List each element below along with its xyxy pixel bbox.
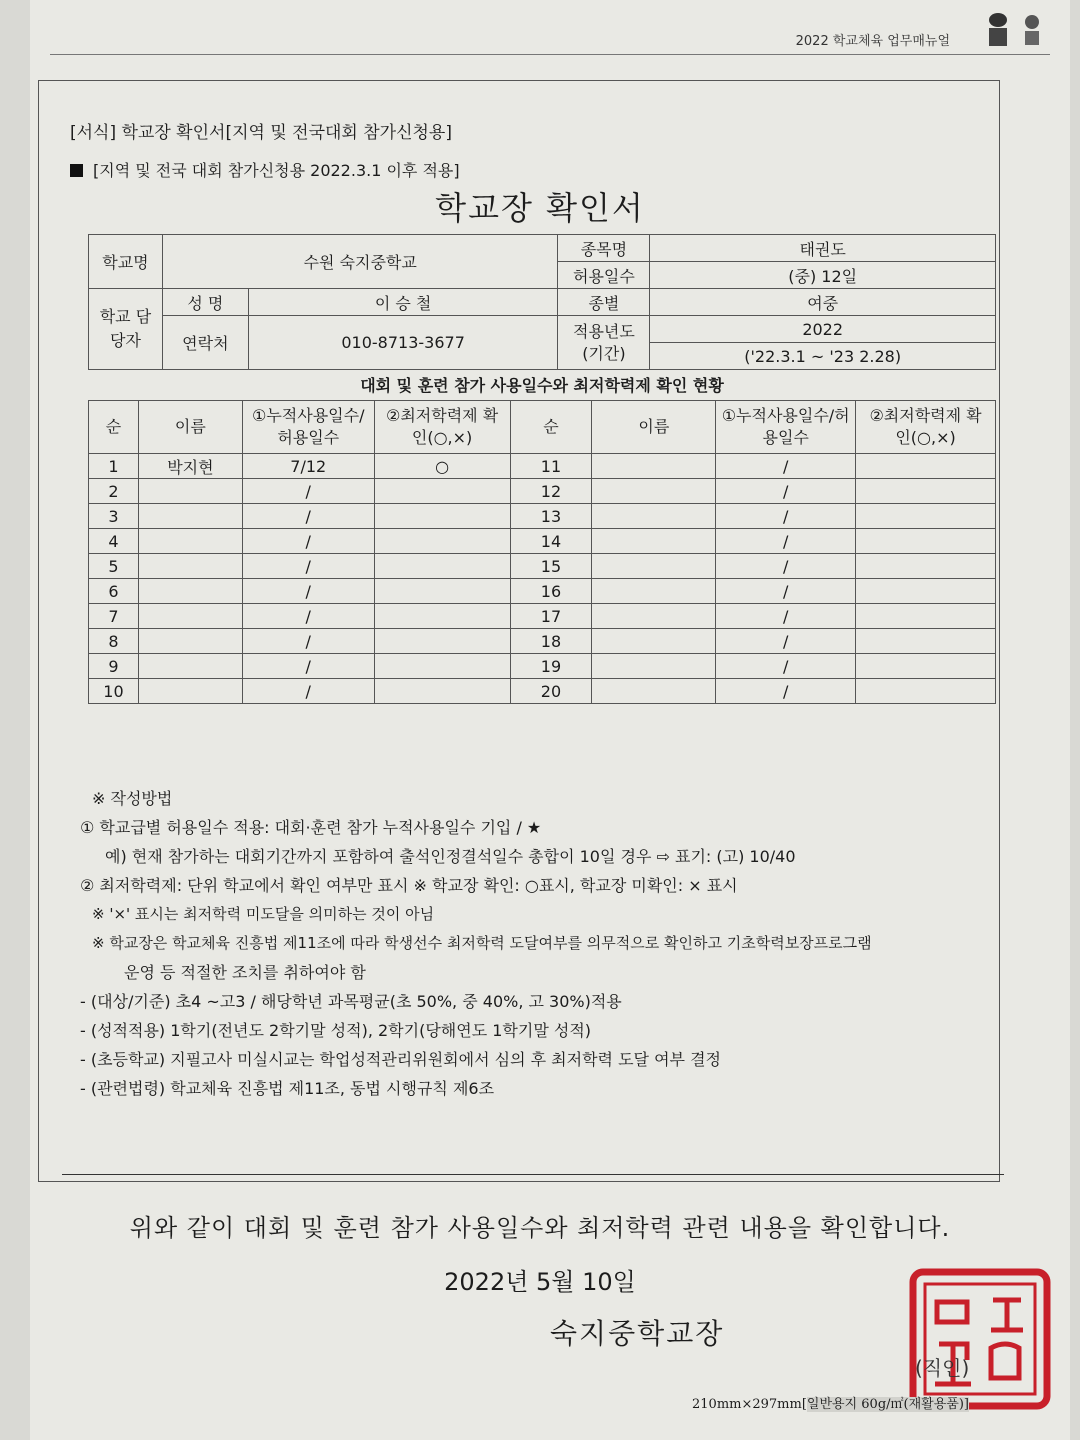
instructions <box>80 784 872 1103</box>
student-name <box>138 554 242 579</box>
row-number: 20 <box>510 679 592 704</box>
used-days: / <box>242 504 374 529</box>
used-days: / <box>716 679 856 704</box>
student-name <box>138 479 242 504</box>
student-name <box>592 679 716 704</box>
phone-value: 010-8713-3677 <box>248 316 558 370</box>
min-academic-check <box>374 504 510 529</box>
row-number: 1 <box>89 454 139 479</box>
manual-title: 2022 학교체육 업무매뉴얼 <box>795 34 950 49</box>
header-days: ①누적사용일수/허용일수 <box>716 401 856 454</box>
row-number: 16 <box>510 579 592 604</box>
header-no: 순 <box>89 401 139 454</box>
row-number: 17 <box>510 604 592 629</box>
student-name <box>138 604 242 629</box>
row-number: 6 <box>89 579 139 604</box>
sport-label: 종목명 <box>558 235 650 262</box>
table-row <box>89 579 996 604</box>
student-name <box>592 654 716 679</box>
paper-type: 일반용지 60g/㎡(재활용품)] <box>806 1397 969 1412</box>
table-row <box>89 554 996 579</box>
name-value: 이 승 철 <box>248 289 558 316</box>
header-no: 순 <box>510 401 592 454</box>
year-label: 적용년도 (기간) <box>558 316 650 370</box>
school-label: 학교명 <box>89 235 163 289</box>
student-name <box>138 629 242 654</box>
student-name <box>138 579 242 604</box>
detail-4: - (관련법령) 학교체육 진흥법 제11조, 동법 시행규칙 제6조 <box>80 1079 495 1098</box>
table-row <box>89 529 996 554</box>
apply-note: [지역 및 전국 대회 참가신청용 2022.3.1 이후 적용] <box>93 161 460 180</box>
table-header-row <box>89 401 996 454</box>
row-number: 5 <box>89 554 139 579</box>
min-academic-check <box>374 479 510 504</box>
row-number: 18 <box>510 629 592 654</box>
contact-person-label: 학교 담당자 <box>89 289 163 370</box>
paper-size: 210mm×297mm[ <box>692 1397 807 1412</box>
name-label: 성 명 <box>162 289 248 316</box>
table-row <box>89 479 996 504</box>
min-academic-check <box>374 654 510 679</box>
used-days: / <box>716 579 856 604</box>
min-academic-check <box>374 604 510 629</box>
used-days: / <box>242 579 374 604</box>
official-seal-icon <box>905 1264 1055 1414</box>
student-name <box>138 679 242 704</box>
gender-label: 종별 <box>558 289 650 316</box>
min-academic-check <box>856 654 996 679</box>
student-name <box>592 504 716 529</box>
used-days: / <box>716 504 856 529</box>
square-bullet-icon <box>70 164 83 177</box>
student-name <box>592 554 716 579</box>
student-name <box>592 529 716 554</box>
page-header <box>30 0 1070 56</box>
used-days: / <box>242 654 374 679</box>
header-name: 이름 <box>592 401 716 454</box>
used-days: / <box>716 629 856 654</box>
used-days: / <box>242 554 374 579</box>
instruction-1-example: 예) 현재 참가하는 대회기간까지 포함하여 출석인정결석일수 총합이 10일 경우 ⇨ 표기: (고) 10/40 <box>105 847 796 866</box>
instruction-1: ① 학교급별 허용일수 적용: 대회·훈련 참가 누적사용일수 기입 / ★ <box>80 818 542 837</box>
row-number: 3 <box>89 504 139 529</box>
used-days: / <box>716 554 856 579</box>
detail-3: - (초등학교) 지필고사 미실시교는 학업성적관리위원회에서 심의 후 최저학력 도달 여부 결정 <box>80 1050 721 1069</box>
row-number: 4 <box>89 529 139 554</box>
student-name <box>592 479 716 504</box>
min-academic-check <box>374 529 510 554</box>
header-check: ②최저학력제 확인(○,×) <box>856 401 996 454</box>
instruction-2: ② 최저학력제: 단위 학교에서 확인 여부만 표시 ※ 학교장 확인: ○표시, 학교장 미확인: × 표시 <box>80 876 738 895</box>
min-academic-check <box>856 579 996 604</box>
min-academic-check <box>856 554 996 579</box>
min-academic-check <box>856 479 996 504</box>
row-number: 7 <box>89 604 139 629</box>
instruction-2-note-b: ※ 학교장은 학교체육 진흥법 제11조에 따라 학생선수 최저학력 도달여부를 의무적으로 확인하고 기초학력보장프로그램 <box>92 934 872 952</box>
gender-value: 여중 <box>650 289 996 316</box>
row-number: 11 <box>510 454 592 479</box>
table-row <box>89 654 996 679</box>
used-days: 7/12 <box>242 454 374 479</box>
table-row <box>89 679 996 704</box>
used-days: / <box>716 654 856 679</box>
student-name <box>592 629 716 654</box>
instruction-2-note-b-cont: 운영 등 적절한 조치를 취하여야 함 <box>124 963 366 982</box>
detail-1: - (대상/기준) 초4 ~고3 / 해당학년 과목평균(초 50%, 중 40%, 고 30%)적용 <box>80 992 622 1011</box>
used-days: / <box>242 479 374 504</box>
student-name <box>592 454 716 479</box>
period-value: ('22.3.1 ~ '23 2.28) <box>650 343 996 370</box>
row-number: 8 <box>89 629 139 654</box>
min-academic-check <box>374 579 510 604</box>
phone-label: 연락처 <box>162 316 248 370</box>
row-number: 9 <box>89 654 139 679</box>
detail-2: - (성적적용) 1학기(전년도 2학기말 성적), 2학기(당해연도 1학기말 성적) <box>80 1021 592 1040</box>
used-days: / <box>716 529 856 554</box>
student-name <box>138 504 242 529</box>
student-name: 박지현 <box>138 454 242 479</box>
min-academic-check <box>856 679 996 704</box>
used-days: / <box>716 454 856 479</box>
confirmation-statement: 위와 같이 대회 및 훈련 참가 사용일수와 최저학력 관련 내용을 확인합니다. <box>129 1214 951 1242</box>
signature-divider <box>62 1174 1004 1175</box>
min-academic-check <box>374 629 510 654</box>
row-number: 19 <box>510 654 592 679</box>
school-info-table <box>88 234 996 370</box>
allowed-days-label: 허용일수 <box>558 262 650 289</box>
row-number: 12 <box>510 479 592 504</box>
used-days: / <box>242 679 374 704</box>
school-value: 수원 숙지중학교 <box>162 235 558 289</box>
instructions-heading: ※ 작성방법 <box>92 789 173 808</box>
row-number: 14 <box>510 529 592 554</box>
signer-name: 숙지중학교장 <box>550 1317 725 1350</box>
used-days: / <box>242 629 374 654</box>
allowed-days-value: (중) 12일 <box>650 262 996 289</box>
row-number: 2 <box>89 479 139 504</box>
table-row <box>89 604 996 629</box>
instruction-2-note-a: ※ '×' 표시는 최저학력 미도달을 의미하는 것이 아님 <box>92 905 435 923</box>
used-days: / <box>242 604 374 629</box>
table-row <box>89 504 996 529</box>
student-name <box>138 654 242 679</box>
min-academic-check <box>856 604 996 629</box>
mascot-icon <box>980 6 1050 52</box>
header-days: ①누적사용일수/허용일수 <box>242 401 374 454</box>
row-number: 15 <box>510 554 592 579</box>
student-name <box>138 529 242 554</box>
form-label: [서식] 학교장 확인서[지역 및 전국대회 참가신청용] <box>70 123 452 143</box>
min-academic-check: ○ <box>374 454 510 479</box>
used-days: / <box>242 529 374 554</box>
paper-spec <box>692 1393 969 1412</box>
confirmation-date: 2022년 5월 10일 <box>444 1268 636 1296</box>
min-academic-check <box>374 554 510 579</box>
participation-table <box>88 400 996 704</box>
apply-note-line <box>70 158 460 181</box>
header-check: ②최저학력제 확인(○,×) <box>374 401 510 454</box>
min-academic-check <box>856 454 996 479</box>
table-row <box>89 454 996 479</box>
used-days: / <box>716 479 856 504</box>
row-number: 10 <box>89 679 139 704</box>
sport-value: 태권도 <box>650 235 996 262</box>
section-title: 대회 및 훈련 참가 사용일수와 최저학력제 확인 현황 <box>360 376 724 395</box>
row-number: 13 <box>510 504 592 529</box>
year-value: 2022 <box>650 316 996 343</box>
header-divider <box>50 54 1050 55</box>
used-days: / <box>716 604 856 629</box>
min-academic-check <box>856 504 996 529</box>
seal-label: (직인) <box>915 1356 970 1380</box>
table-row <box>89 629 996 654</box>
document-title: 학교장 확인서 <box>435 189 645 227</box>
min-academic-check <box>856 529 996 554</box>
min-academic-check <box>856 629 996 654</box>
min-academic-check <box>374 679 510 704</box>
student-name <box>592 579 716 604</box>
student-name <box>592 604 716 629</box>
header-name: 이름 <box>138 401 242 454</box>
